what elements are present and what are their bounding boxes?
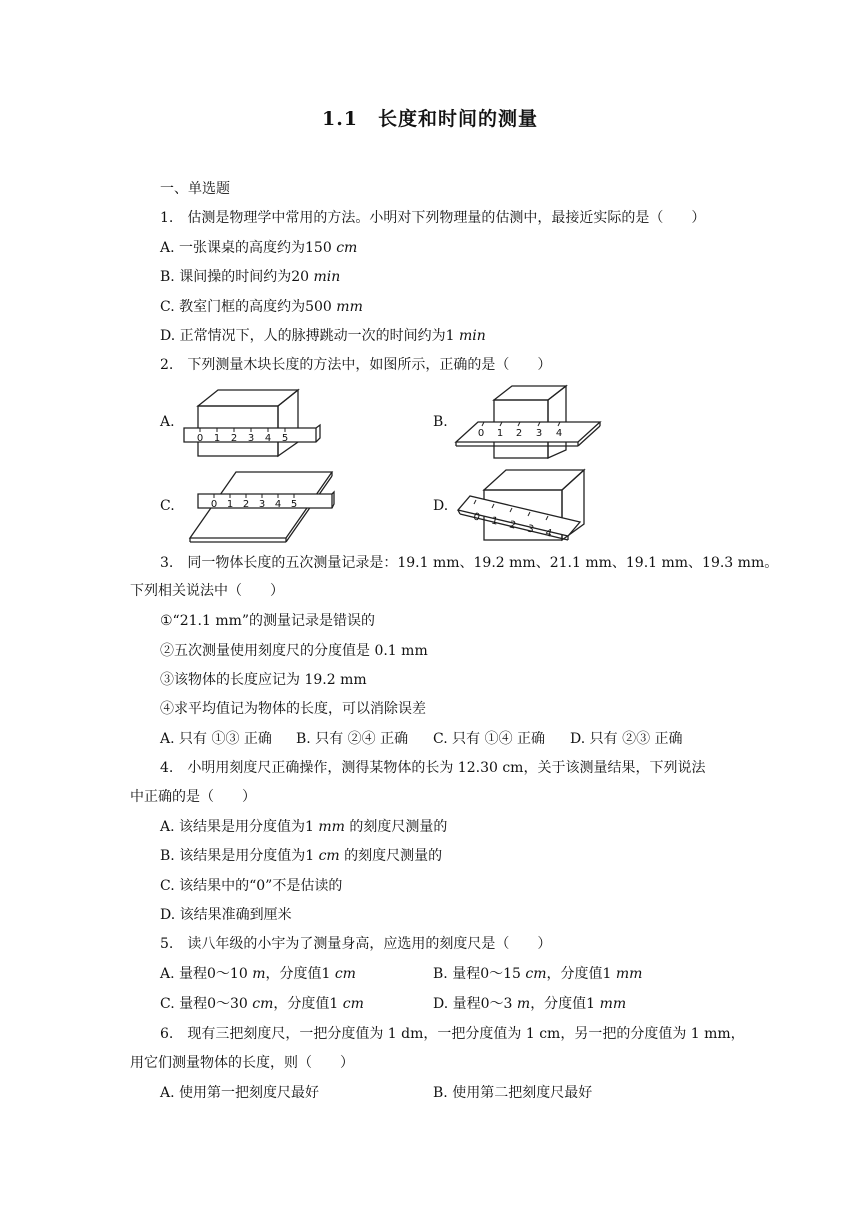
ruler-d-tick-4: 4 [544,527,553,540]
ruler-a-tick-3: 3 [247,433,255,444]
q5-option-b: B. 量程0～15 cm，分度值1 mm [433,966,643,982]
q1-option-b: B. 课间操的时间约为20 min [160,269,341,285]
figure-d-ruler-block [454,464,600,544]
ruler-d-tick-2: 2 [508,519,517,532]
q3-stem-line1: 3. 同一物体长度的五次测量记录是：19.1 mm、19.2 mm、21.1 mm、19.1 mm、19.3 mm。 [160,555,779,571]
ruler-c-tick-1: 1 [226,499,234,510]
ruler-c-tick-3: 3 [258,499,266,510]
q1-option-d: D. 正常情况下，人的脉搏跳动一次的时间约为1 min [160,328,486,344]
q5-option-c: C. 量程0～30 cm，分度值1 cm [160,996,364,1012]
ruler-b-tick-0: 0 [477,428,485,439]
ruler-a-tick-4: 4 [264,433,272,444]
q5-option-d: D. 量程0～3 m，分度值1 mm [433,996,627,1012]
q3-option-b: B. 只有 ②④ 正确 [296,731,409,747]
q3-stem-line2: 下列相关说法中（ ） [130,583,284,599]
ruler-c-tick-4: 4 [274,499,282,510]
ruler-d-tick-3: 3 [526,523,535,536]
q2-stem: 2. 下列测量木块长度的方法中，如图所示，正确的是（ ） [160,357,552,373]
ruler-d-tick-0: 0 [472,511,481,524]
figure-a-ruler-block [176,386,326,458]
q1-stem: 1. 估测是物理学中常用的方法。小明对下列物理量的估测中，最接近实际的是（ ） [160,210,706,226]
figure-c-ruler-block [178,468,336,544]
q6-option-b: B. 使用第二把刻度尺最好 [433,1085,593,1101]
q3-statement-4: ④求平均值记为物体的长度，可以消除误差 [160,701,426,717]
q4-option-d: D. 该结果准确到厘米 [160,907,292,923]
q2-label-a: A. [160,414,175,430]
ruler-b-tick-1: 1 [496,428,504,439]
ruler-c-tick-5: 5 [290,499,298,510]
q3-statement-2: ②五次测量使用刻度尺的分度值是 0.1 mm [160,643,428,659]
q4-option-b: B. 该结果是用分度值为1 cm 的刻度尺测量的 [160,848,443,864]
page-title: 1.1 长度和时间的测量 [321,108,539,130]
q6-stem-line1: 6. 现有三把刻度尺，一把分度值为 1 dm，一把分度值为 1 cm，另一把的分度值为 1 mm， [160,1026,745,1042]
q1-option-c: C. 教室门框的高度约为500 mm [160,299,363,315]
ruler-b-tick-4: 4 [555,428,563,439]
q6-option-a: A. 使用第一把刻度尺最好 [160,1085,320,1101]
ruler-d-tick-1: 1 [490,515,499,528]
ruler-a-tick-5: 5 [281,433,289,444]
q4-option-c: C. 该结果中的“0”不是估读的 [160,878,343,894]
ruler-b-tick-3: 3 [535,428,543,439]
q6-stem-line2: 用它们测量物体的长度，则（ ） [130,1055,354,1071]
q3-option-c: C. 只有 ①④ 正确 [433,731,546,747]
figure-b-ruler-block [452,382,604,460]
section-heading: 一、单选题 [160,181,230,197]
q3-option-a: A. 只有 ①③ 正确 [160,731,272,747]
ruler-b-tick-2: 2 [515,428,523,439]
ruler-c-tick-2: 2 [242,499,250,510]
q2-label-b: B. [433,414,448,430]
ruler-a-tick-0: 0 [196,433,204,444]
q4-stem-line1: 4. 小明用刻度尺正确操作，测得某物体的长为 12.30 cm，关于该测量结果，下列说法 [160,760,706,776]
q5-option-a: A. 量程0～10 m，分度值1 cm [160,966,356,982]
q1-option-a: A. 一张课桌的高度约为150 cm [160,240,358,256]
q3-option-d: D. 只有 ②③ 正确 [570,731,683,747]
ruler-c-tick-0: 0 [210,499,218,510]
q4-stem-line2: 中正确的是（ ） [130,789,256,805]
q2-label-c: C. [160,498,175,514]
q2-label-d: D. [433,498,449,514]
ruler-a-tick-1: 1 [213,433,221,444]
q5-stem: 5. 读八年级的小宇为了测量身高，应选用的刻度尺是（ ） [160,936,552,952]
q4-option-a: A. 该结果是用分度值为1 mm 的刻度尺测量的 [160,819,448,835]
q3-statement-3: ③该物体的长度应记为 19.2 mm [160,672,367,688]
ruler-a-tick-2: 2 [230,433,238,444]
q3-statement-1: ①“21.1 mm”的测量记录是错误的 [160,613,376,629]
